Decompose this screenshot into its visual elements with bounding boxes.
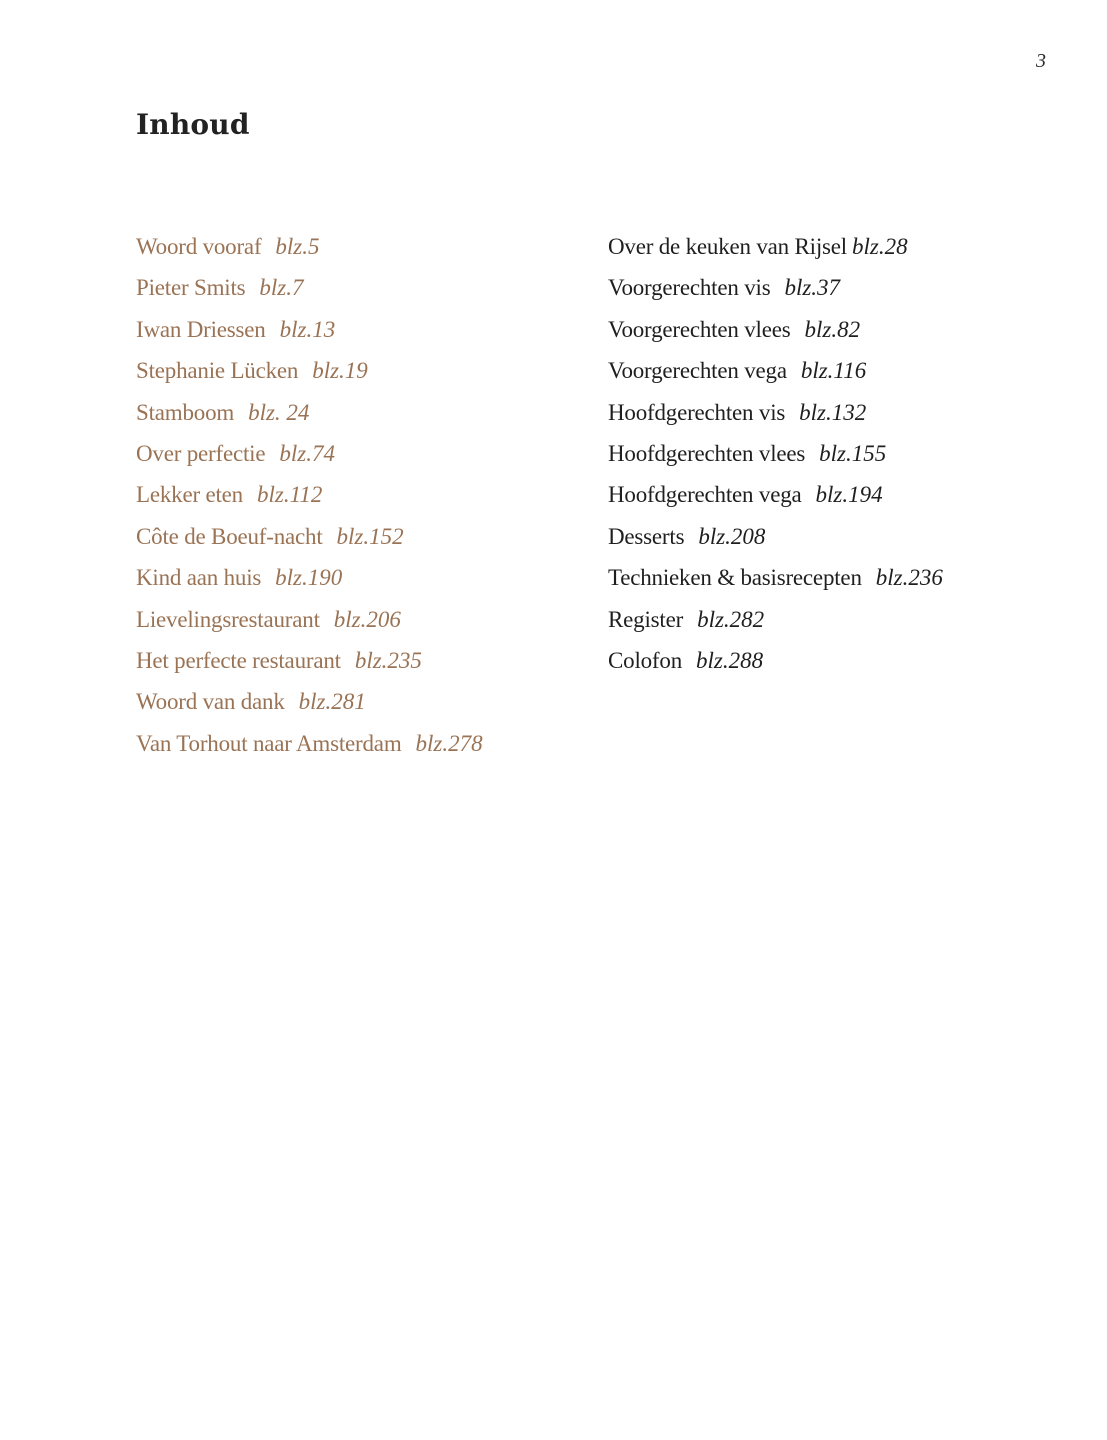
toc-entry-title: Lekker eten [136, 482, 243, 508]
toc-entry-title: Hoofdgerechten vega [608, 482, 802, 508]
toc-entry-page: blz.13 [279, 316, 336, 342]
toc-entry-page: blz.208 [698, 523, 766, 549]
toc-entry[interactable] [608, 560, 943, 601]
toc-entry[interactable] [136, 436, 483, 477]
toc-entry-title: Hoofdgerechten vlees [608, 440, 806, 466]
toc-entry-title: Kind aan huis [136, 565, 262, 591]
toc-entry-page: blz.194 [815, 482, 883, 508]
toc-entry-page: blz.7 [259, 275, 304, 301]
toc-entry-title: Iwan Driessen [136, 316, 266, 342]
toc-entry-title: Côte de Boeuf-nacht [136, 523, 323, 549]
toc-entry-page: blz.5 [275, 234, 320, 259]
toc-entry-title: Woord vooraf [136, 234, 262, 259]
toc-entry[interactable] [136, 477, 483, 518]
toc-entry[interactable] [608, 519, 943, 560]
toc-entry[interactable] [608, 477, 943, 518]
toc-entry[interactable] [136, 726, 483, 767]
toc-entry[interactable] [608, 436, 943, 477]
toc-entry-page: blz.282 [697, 606, 765, 632]
toc-entry-title: Van Torhout naar Amsterdam [136, 730, 402, 756]
toc-entry[interactable] [136, 643, 483, 684]
toc-entry[interactable] [608, 312, 943, 353]
toc-entry-page: blz.206 [333, 606, 401, 632]
page-number: 3 [1036, 50, 1046, 72]
toc-entry-page: blz.116 [800, 358, 867, 384]
toc-entry[interactable] [136, 602, 483, 643]
toc-entry[interactable] [608, 395, 943, 436]
toc-entry-page: blz.190 [275, 565, 343, 591]
toc-entry[interactable] [608, 353, 943, 394]
page-title: Inhoud [136, 108, 250, 141]
toc-entry-title: Desserts [608, 523, 685, 549]
toc-entry[interactable] [608, 270, 943, 311]
toc-entry-title: Het perfecte restaurant [136, 647, 341, 673]
toc-entry[interactable] [608, 602, 943, 643]
toc-entry-page: blz.236 [875, 565, 943, 591]
toc-entry-title: Colofon [608, 647, 682, 673]
toc-entry-title: Technieken & basisrecepten [608, 565, 862, 591]
toc-entry-page: blz.74 [279, 440, 335, 466]
toc-entry-title: Lievelingsrestaurant [136, 606, 320, 632]
toc-entry[interactable] [608, 229, 943, 270]
toc-entry[interactable] [136, 684, 483, 725]
toc-entry-title: Register [608, 606, 684, 632]
toc-entry-page: blz.281 [298, 689, 366, 715]
toc-entry-page: blz.155 [819, 440, 887, 466]
toc-entry-page: blz.132 [799, 399, 867, 425]
toc-entry-title: Voorgerechten vega [608, 358, 787, 384]
toc-entry-page: blz.152 [336, 523, 404, 549]
toc-entry-title: Voorgerechten vlees [608, 316, 791, 342]
toc-entry[interactable] [136, 395, 483, 436]
toc-right-column [608, 229, 943, 684]
toc-entry-page: blz.28 [851, 234, 908, 259]
toc-entry-title: Woord van dank [136, 689, 285, 715]
toc-entry-title: Stamboom [136, 399, 235, 425]
toc-entry-page: blz. 24 [248, 399, 310, 425]
toc-entry[interactable] [608, 643, 943, 684]
toc-entry[interactable] [136, 353, 483, 394]
toc-entry-page: blz.278 [415, 730, 483, 756]
toc-entry-title: Over de keuken van Rijsel [608, 234, 847, 259]
toc-left-column [136, 229, 483, 767]
toc-entry-title: Stephanie Lücken [136, 358, 299, 384]
toc-entry-title: Over perfectie [136, 440, 266, 466]
toc-entry-page: blz.37 [784, 275, 841, 301]
toc-entry[interactable] [136, 560, 483, 601]
toc-entry-title: Voorgerechten vis [608, 275, 771, 301]
toc-entry[interactable] [136, 519, 483, 560]
toc-entry[interactable] [136, 312, 483, 353]
toc-entry-page: blz.288 [696, 647, 764, 673]
toc-entry-page: blz.19 [312, 358, 368, 384]
toc-entry-page: blz.235 [354, 647, 422, 673]
toc-entry[interactable] [136, 229, 483, 270]
toc-entry-page: blz.82 [804, 316, 861, 342]
toc-entry-title: Hoofdgerechten vis [608, 399, 786, 425]
toc-entry-page: blz.112 [256, 482, 323, 508]
toc-entry[interactable] [136, 270, 483, 311]
toc-entry-title: Pieter Smits [136, 275, 246, 301]
